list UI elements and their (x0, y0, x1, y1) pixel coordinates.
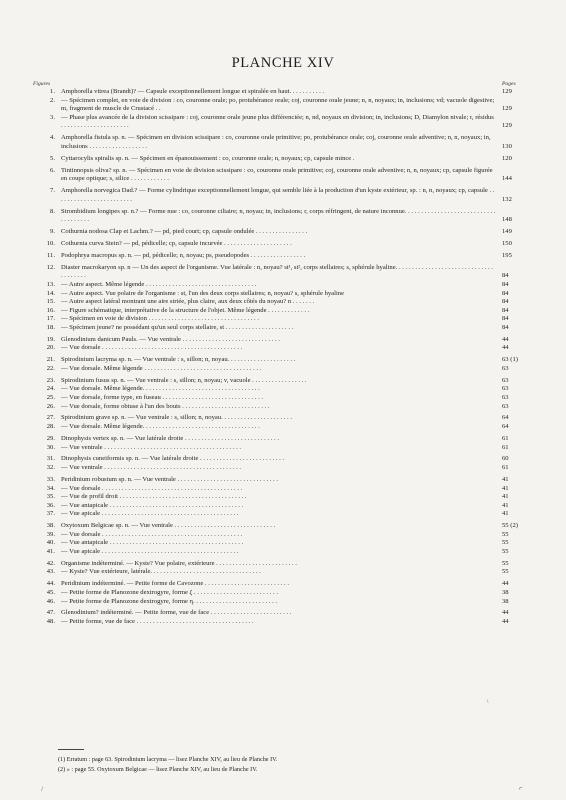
page-reference: 44 (502, 580, 509, 588)
page-reference: 63 (1) (502, 356, 518, 364)
figure-number: 24. (46, 385, 55, 393)
page-reference: 61 (502, 443, 509, 451)
legend-entry (0, 264, 566, 281)
legend-entry (0, 365, 566, 374)
figure-description: Amphorella fistula sp. n. — Spécimen en division scissipare : co, couronne orale primitive; po, protubérance orale; coj, couronne orale adventive; n, n, noyaux; in, inclusions . . . . . . . . . . . . . . . . . . (61, 134, 491, 150)
legend-entry (0, 155, 566, 164)
legend-entry (0, 455, 566, 464)
figure-description: Organisme indéterminé. — Kyste? Vue polaire, extérieure . . . . . . . . . . . . . . . . . . . . . . . . . (61, 559, 297, 567)
figure-description: — Petite forme, vue de face . . . . . . . . . . . . . . . . . . . . . . . . . . . . . . . . . . . . (61, 618, 254, 625)
figure-number: 48. (46, 618, 55, 625)
figure-number: 46. (46, 597, 55, 605)
figure-number: 20. (46, 344, 55, 352)
legend-entry (0, 568, 566, 577)
page-reference: 44 (502, 609, 509, 617)
page-reference: 38 (502, 597, 509, 605)
figure-number: 12. (46, 263, 55, 271)
page-reference: 120 (502, 154, 512, 162)
legend-entry (0, 493, 566, 502)
page-reference: 61 (502, 464, 509, 472)
figure-description: — Vue antapicale . . . . . . . . . . . . . . . . . . . . . . . . . . . . . . . . . . . . . . . . . (61, 501, 244, 509)
legend-entry (0, 414, 566, 423)
figure-description: — Spécimen jeune? ne possédant qu'un seul corps stellaire, st . . . . . . . . . . . . . . . . . . . . . (61, 323, 294, 331)
figure-description: Oxytoxum Belgicae sp. n. — Vue ventrale . . . . . . . . . . . . . . . . . . . . . . . . . . . . . . . (61, 522, 276, 530)
legend-entry (0, 502, 566, 511)
figure-description: — Kyste? Vue extérieure, latérale. . . . . . . . . . . . . . . . . . . . . . . . . . . . . . . . . . (61, 568, 261, 576)
legend-entry (0, 485, 566, 494)
figure-number: 45. (46, 588, 55, 596)
page-reference: 55 (502, 539, 509, 547)
legend-entry (0, 394, 566, 403)
figure-number: 9. (50, 228, 55, 236)
legend-entry (0, 464, 566, 473)
page-reference: 195 (502, 251, 512, 259)
figure-number: 47. (46, 609, 55, 617)
figure-number: 18. (46, 323, 55, 331)
page-reference: 84 (502, 315, 509, 323)
figure-description: Spirodinium grave sp. n. — Vue ventrale : s, sillon; n, noyau. . . . . . . . . . . . . . . . . . . . . . (61, 414, 292, 422)
figure-description: Strombidium longipes sp. n.? — Forme nue : co, couronne ciliaire; n, noyau; in, inclusions; r, corps réfringent, de nature inconnue. . . . . . . . . . . . . . . . . . . . . . . . . . . . . . . . . . . . . (61, 207, 496, 224)
legend-entry (0, 324, 566, 333)
figure-number: 21. (46, 356, 55, 364)
figure-description: Amphorella vitrea (Brandt)? — Capsule exceptionnellement longue et spiralée en haut. . . . . . . . . . . (61, 88, 325, 95)
figure-number: 26. (46, 402, 55, 410)
figure-description: — Vue ventrale . . . . . . . . . . . . . . . . . . . . . . . . . . . . . . . . . . . . . . . . . . (61, 464, 242, 472)
legend-entry (0, 444, 566, 453)
page-reference: 44 (502, 344, 509, 352)
scan-mark: \ (38, 785, 46, 793)
figure-description: — Spécimen en voie de division . . . . . . . . . . . . . . . . . . . . . . . . . . . . . . . . . . (61, 315, 259, 323)
figure-description: — Vue apicale . . . . . . . . . . . . . . . . . . . . . . . . . . . . . . . . . . . . . . . . . . (61, 547, 239, 555)
legend-entry (0, 307, 566, 316)
page-reference: 149 (502, 228, 512, 236)
figure-legend-list (0, 88, 566, 627)
legend-entry (0, 476, 566, 485)
page-reference: 84 (502, 306, 509, 314)
figure-number: 42. (46, 559, 55, 567)
figure-number: 11. (47, 251, 55, 259)
footnote-divider (58, 749, 84, 750)
figure-number: 3. (50, 113, 55, 121)
page-reference: 129 (502, 105, 512, 113)
figure-number: 32. (46, 464, 55, 472)
page-reference: 84 (502, 272, 509, 280)
figure-description: Dinophysis vertex sp. n. — Vue latérale droite . . . . . . . . . . . . . . . . . . . . . . . . . . . . . (61, 434, 279, 442)
page-reference: 55 (502, 559, 509, 567)
page-reference: 60 (502, 455, 509, 463)
legend-entry (0, 114, 566, 131)
page-reference: 44 (502, 335, 509, 343)
figure-number: 27. (46, 414, 55, 422)
legend-entry (0, 228, 566, 237)
legend-entry (0, 385, 566, 394)
page-reference: 84 (502, 323, 509, 331)
page-reference: 41 (502, 501, 509, 509)
figures-column-header: Figures (33, 81, 51, 87)
legend-entry (0, 290, 566, 299)
figure-description: — Vue dorsale . . . . . . . . . . . . . . . . . . . . . . . . . . . . . . . . . . . . . . . . . . . (61, 344, 243, 352)
figure-number: 22. (46, 364, 55, 372)
figure-number: 39. (46, 530, 55, 538)
figure-description: — Spécimen complet, en voie de division : co, couronne orale; po, protubérance orale; coj, couronne orale jeune; n, n, noyaux; in, inclusions; vd; vacuole digestive; m, fragment de muscle de Crustacé . . (61, 96, 495, 113)
figure-description: — Vue ventrale . . . . . . . . . . . . . . . . . . . . . . . . . . . . . . . . . . . . . . . . . . (61, 443, 242, 451)
figure-description: Glenodinium? indéterminé. — Petite forme, vue de face . . . . . . . . . . . . . . . . . . . . . . . . . (61, 609, 292, 617)
legend-entry (0, 134, 566, 151)
footnote-2: (2) » : page 55. Oxytoxum Belgicae — lisez Planche XIV, au lieu de Planche IV. (58, 766, 258, 773)
figure-description: Cothurnia curva Stein? — pd, pédicelle; cp, capsule incurvée . . . . . . . . . . . . . . . . . . . . . (61, 239, 292, 247)
legend-entry (0, 539, 566, 548)
legend-entry (0, 548, 566, 557)
legend-entry (0, 609, 566, 618)
figure-number: 40. (46, 539, 55, 547)
legend-entry (0, 510, 566, 519)
figure-number: 37. (46, 510, 55, 518)
legend-entry (0, 589, 566, 598)
page-reference: 63 (502, 402, 509, 410)
page-reference: 63 (502, 393, 509, 401)
legend-entry (0, 344, 566, 353)
figure-description: Diaster macrokaryon sp. n — Un des aspect de l'organisme. Vue latérale : n, noyau? st¹, st², corps stellaires; s, sphérule hyaline. . . . . . . . . . . . . . . . . . . . . . . . . . . . . . . . . . . . . . (61, 263, 493, 280)
figure-description: — Vue dorsale, forme type, en fuseau . . . . . . . . . . . . . . . . . . . . . . . . . . . . . . . (61, 393, 264, 401)
legend-entry (0, 298, 566, 307)
figure-description: — Figure schématique, interprétative de la structure de l'objet. Même légende . . . . . . . . . . . . . (61, 306, 310, 314)
page-reference: 41 (502, 475, 509, 483)
legend-entry (0, 531, 566, 540)
figure-number: 8. (50, 207, 55, 215)
page-reference: 55 (2) (502, 522, 518, 530)
figure-number: 19. (46, 335, 55, 343)
legend-entry (0, 423, 566, 432)
page-reference: 84 (502, 289, 509, 297)
page-reference: 148 (502, 216, 512, 224)
page-reference: 41 (502, 493, 509, 501)
page-reference: 55 (502, 530, 509, 538)
figure-description: Amphorella norvegica Dad.? — Forme cylindrique exceptionnellement longue, qui semble liée à la production d'un kyste extérieur, sp. : n, n, noyaux; cp, capsule . . . . . . . . . . . . . . . . . . . . . . . . (61, 187, 495, 203)
page-reference: 150 (502, 239, 512, 247)
legend-entry (0, 618, 566, 627)
figure-number: 17. (46, 315, 55, 323)
legend-entry (0, 240, 566, 249)
figure-description: Peridinium robustum sp. n. — Vue ventrale . . . . . . . . . . . . . . . . . . . . . . . . . . . . . . . (61, 475, 279, 483)
figure-description: Spirodinium fusus sp. n. — Vue ventrale : s, sillon; n, noyau; v, vacuole . . . . . . . . . . . . . . . . . (61, 376, 307, 384)
figure-description: Dinophysis cuneiformis sp. n. — Vue latérale droite . . . . . . . . . . . . . . . . . . . . . . . . . . (61, 455, 285, 463)
legend-entry (0, 187, 566, 204)
figure-number: 13. (46, 280, 55, 288)
legend-entry (0, 356, 566, 365)
scan-mark: ⌐ (517, 783, 525, 793)
figure-number: 4. (50, 134, 55, 142)
figure-description: — Vue dorsale . . . . . . . . . . . . . . . . . . . . . . . . . . . . . . . . . . . . . . . . . . . (61, 530, 243, 538)
figure-description: — Vue dorsale . . . . . . . . . . . . . . . . . . . . . . . . . . . . . . . . . . . . . . . . . . . (61, 484, 243, 492)
page-reference: 130 (502, 142, 512, 150)
legend-entry (0, 435, 566, 444)
figure-number: 31. (46, 455, 55, 463)
figure-number: 30. (46, 443, 55, 451)
figure-number: 14. (46, 289, 55, 297)
figure-description: — Vue dorsale. Même légende. . . . . . . . . . . . . . . . . . . . . . . . . . . . . . . . . . . . (61, 423, 260, 431)
figure-description: — Vue antapicale . . . . . . . . . . . . . . . . . . . . . . . . . . . . . . . . . . . . . . . . . (61, 539, 244, 547)
legend-entry (0, 522, 566, 531)
page-reference: 129 (502, 88, 512, 95)
figure-number: 25. (46, 393, 55, 401)
legend-entry (0, 208, 566, 225)
page-reference: 61 (502, 434, 509, 442)
figure-description: — Vue dorsale, forme obtuse à l'un des bouts . . . . . . . . . . . . . . . . . . . . . . . . . . . (61, 402, 270, 410)
figure-description: Peridinium indéterminé. — Petite forme de Cavozone . . . . . . . . . . . . . . . . . . . . . . . . . . (61, 580, 289, 588)
figure-description: Cothurnia nodosa Clap et Lachm.? — pd, pied court; cp, capsule ondulée . . . . . . . . . . . . . . . . (61, 228, 308, 236)
legend-entry (0, 315, 566, 324)
figure-description: — Autre aspect. Vue polaire de l'organisme : st, l'un des deux corps stellaires; n, noyau? s, sphérule hyaline (61, 289, 344, 297)
figure-number: 35. (46, 493, 55, 501)
page-reference: 64 (502, 414, 509, 422)
legend-entry (0, 598, 566, 607)
page-reference: 41 (502, 484, 509, 492)
legend-entry (0, 88, 566, 97)
figure-description: Glenodinium danicum Pauls. — Vue ventrale . . . . . . . . . . . . . . . . . . . . . . . . . . . . . . (61, 335, 280, 343)
figure-description: — Autre aspect. Même légende . . . . . . . . . . . . . . . . . . . . . . . . . . . . . . . . . . (61, 280, 257, 288)
page-reference: 63 (502, 376, 509, 384)
figure-description: Spirodinium lacryma sp. n. — Vue ventrale : s, sillon; n, noyau. . . . . . . . . . . . . . . . . . . . . (61, 356, 296, 364)
page-reference: 55 (502, 547, 509, 555)
figure-description: — Petite forme de Planozone dextrogyre, forme ζ . . . . . . . . . . . . . . . . . . . . . . . . . . (61, 588, 278, 596)
figure-number: 15. (46, 298, 55, 306)
figure-number: 2. (50, 96, 55, 104)
figure-number: 34. (46, 484, 55, 492)
figure-number: 38. (46, 522, 55, 530)
figure-number: 28. (46, 423, 55, 431)
figure-description: — Vue apicale . . . . . . . . . . . . . . . . . . . . . . . . . . . . . . . . . . . . . . . . . . (61, 510, 239, 518)
figure-number: 7. (50, 187, 55, 195)
figure-number: 10. (46, 239, 55, 247)
scan-mark: \ (487, 700, 489, 705)
page-reference: 41 (502, 510, 509, 518)
legend-entry (0, 403, 566, 412)
footnote-1: (1) Erratum : page 63. Spirodinium lacryma — lisez Planche XIV, au lieu de Planche IV. (58, 756, 278, 763)
page-reference: 132 (502, 195, 512, 203)
page-reference: 63 (502, 385, 509, 393)
figure-description: — Phase plus avancée de la division scissipare : coj, couronne orale jeune plus différenciée; n, nd, noyaux en division; in, inclusions; D, Diamylon nivale; r, résidus . . . . . . . . . . . . . . . . . . . . . (61, 113, 494, 130)
legend-entry (0, 580, 566, 589)
figure-description: — Autre aspect latéral montrant une aire striée, plus claire, aux deux côtés du noyau? n . . . . . . . (61, 298, 315, 306)
page-reference: 63 (502, 364, 509, 372)
figure-number: 36. (46, 501, 55, 509)
figure-description: — Vue de profil droit . . . . . . . . . . . . . . . . . . . . . . . . . . . . . . . . . . . . . . . (61, 493, 247, 501)
page-reference: 44 (502, 618, 509, 625)
legend-entry (0, 97, 566, 114)
figure-description: Cyttarocylis spiralis sp. n. — Spécimen en épanouissement : co, couronne orale; n, noyaux; cp, capsule mince . (61, 154, 355, 162)
page-reference: 84 (502, 280, 509, 288)
legend-entry (0, 281, 566, 290)
figure-description: — Vue dorsale. Même légende. . . . . . . . . . . . . . . . . . . . . . . . . . . . . . . . . . . . (61, 385, 260, 393)
figure-number: 29. (46, 434, 55, 442)
page-reference: 38 (502, 588, 509, 596)
figure-description: — Petite forme de Planozone dextrogyre, forme η. . . . . . . . . . . . . . . . . . . . . . . . . . (61, 597, 278, 605)
figure-number: 1. (50, 88, 55, 95)
figure-number: 23. (46, 376, 55, 384)
figure-number: 5. (50, 154, 55, 162)
legend-entry (0, 252, 566, 261)
pages-column-header: Pages (502, 81, 516, 87)
figure-number: 44. (46, 580, 55, 588)
figure-number: 33. (46, 475, 55, 483)
legend-entry (0, 336, 566, 345)
page-reference: 55 (502, 568, 509, 576)
legend-entry (0, 167, 566, 184)
page-title: PLANCHE XIV (231, 55, 335, 71)
page-reference: 129 (502, 122, 512, 130)
figure-number: 41. (46, 547, 55, 555)
figure-description: Podophrya macropus sp. n. — pd, pédicelle; n, noyau; ps, pseudopodes . . . . . . . . . . . . . . . . . (61, 251, 306, 259)
figure-number: 6. (50, 166, 55, 174)
figure-number: 16. (46, 306, 55, 314)
figure-description: Tintinnopsis oliva? sp. n. — Spécimen en voie de division scissipare : co, couronne orale primitive; coj, couronne orale adventive; n, n, noyaux; cp, capsule figurée en coupe optique; s, silice . . . . . . . . . . . . (61, 166, 493, 183)
legend-entry (0, 377, 566, 386)
page-reference: 84 (502, 298, 509, 306)
figure-description: — Vue dorsale. Même légende . . . . . . . . . . . . . . . . . . . . . . . . . . . . . . . . . . . . (61, 364, 262, 372)
figure-number: 43. (46, 568, 55, 576)
page-reference: 64 (502, 423, 509, 431)
legend-entry (0, 560, 566, 569)
page-reference: 144 (502, 175, 512, 183)
